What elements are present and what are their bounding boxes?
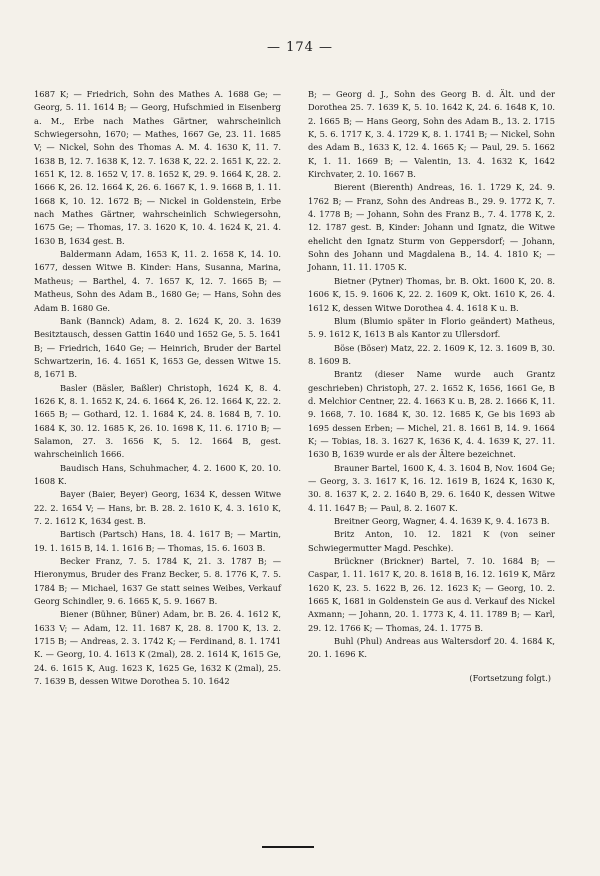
entry-paragraph: 1687 K; — Friedrich, Sohn des Mathes A. 1688 Ge; — Georg, 5. 11. 1614 B; — Georg, Hufschmied in Eisenberg a. M., Erbe nach Mathes Gärtner, wahrscheinlich Schwiegersohn, 1670; — Mathes, 1667 Ge, 23. 11. 1685 V; — Nickel, Sohn des Thomas A. M. 4. 1630 K, 11. 7. 1638 B, 12. 7. 1638 K, 12. 7. 1638 K, 22. 2. 1651 K, 22. 2. 1651 K, 12. 8. 1652 V, 17. 8. 1652 K, 29. 9. 1664 K, 28. 2. 1666 K, 26. 12. 1664 K, 26. 6. 1667 K, 1. 9. 1668 B, 1. 11. 1668 K, 10. 12. 1672 B; — Nickel in Goldenstein, Erbe nach Mathes Gärtner, wahrscheinlich Schwiegersohn, 1675 Ge; — Thomas, 17. 3. 1620 K, 10. 4. 1624 K, 21. 4. 1630 B, 1634 gest. B. [34,89,281,246]
entry-paragraph: Baudisch Hans, Schuhmacher, 4. 2. 1600 K, 20. 10. 1608 K. [34,462,281,486]
footer-rule [262,846,314,848]
left-column [34,88,281,688]
entry-paragraph: Breitner Georg, Wagner, 4. 4. 1639 K, 9. 4. 1673 B. [334,516,550,526]
entry-paragraph: Brantz (dieser Name wurde auch Grantz geschrieben) Christoph, 27. 2. 1652 K, 1656, 1661 Ge, B d. Melchior Centner, 22. 4. 1663 K u. B, 28. 2. 1666 K, 11. 9. 1668, 7. 10. 1684 K, 30. 12. 1685 K, Ge bis 1693 ab 1695 dessen Erben; — Michel, 21. 8. 1661 B, 14. 9. 1664 K; — Tobias, 18. 3. 1627 K, 1636 K, 4. 4. 1639 K, 27. 11. 1630 B, 1639 wurde er als der Ältere bezeichnet. [308,369,555,460]
entry-paragraph: Brauner Bartel, 1600 K, 4. 3. 1604 B, Nov. 1604 Ge; — Georg, 3. 3. 1617 K, 16. 12. 1619 B, 1624 K, 1630 K, 30. 8. 1637 K, 2. 2. 1640 B, 29. 6. 1640 K, dessen Witwe 4. 11. 1647 B; — Paul, 8. 2. 1607 K. [308,462,555,513]
right-column [308,88,555,685]
entry-paragraph: Biener (Bühner, Büner) Adam, br. B. 26. 4. 1612 K, 1633 V; — Adam, 12. 11. 1687 K, 28. 8. 1700 K, 13. 2. 1715 B; — Andreas, 2. 3. 1742 K; — Ferdinand, 8. 1. 1741 K. — Georg, 10. 4. 1613 K (2mal), 28. 2. 1614 K, 1615 Ge, 24. 6. 1615 K, Aug. 1623 K, 1625 Ge, 1632 K (2mal), 25. 7. 1639 B, dessen Witwe Dorothea 5. 10. 1642 [34,609,281,687]
entry-paragraph: Brückner (Brickner) Bartel, 7. 10. 1684 B; — Caspar, 1. 11. 1617 K, 20. 8. 1618 B, 16. 12. 1619 K, März 1620 K, 23. 5. 1622 B, 26. 12. 1623 K; — Georg, 10. 2. 1665 K, 1681 in Goldenstein Ge aus d. Verkauf des Nickel Axmann; — Johann, 20. 1. 1773 K, 4. 11. 1789 B; — Karl, 29. 12. 1766 K; — Thomas, 24. 1. 1775 B. [308,556,555,633]
entry-paragraph: Becker Franz, 7. 5. 1784 K, 21. 3. 1787 B; — Hieronymus, Bruder des Franz Becker, 5. 8. 1776 K, 7. 5. 1784 B; — Michael, 1637 Ge statt seines Weibes, Verkauf Georg Schindler, 9. 6. 1665 K, 5. 9. 1667 B. [34,556,281,607]
entry-paragraph: B; — Georg d. J., Sohn des Georg B. d. Ält. und der Dorothea 25. 7. 1639 K, 5. 10. 1642 K, 24. 6. 1648 K, 10. 2. 1665 B; — Hans Georg, Sohn des Adam B., 13. 2. 1715 K, 5. 6. 1717 K, 3. 4. 1729 K, 8. 1. 1741 B; — Nickel, Sohn des Adam B., 1633 K, 12. 4. 1665 K; — Paul, 29. 5. 1662 K, 1. 11. 1669 B; — Valentin, 13. 4. 1632 K, 1642 Kirchvater, 2. 10. 1667 B. [308,89,555,180]
entry-paragraph: Bietner (Pytner) Thomas, br. B. Okt. 1600 K, 20. 8. 1606 K, 15. 9. 1606 K, 22. 2. 1609 K, Okt. 1610 K, 26. 4. 1612 K, dessen Witwe Dorothea 4. 4. 1618 K u. B. [308,275,555,313]
entry-paragraph: Bartisch (Partsch) Hans, 18. 4. 1617 B; — Martin, 19. 1. 1615 B, 14. 1. 1616 B; — Thomas, 15. 6. 1603 B. [34,529,281,553]
continuation-note: (Fortsetzung folgt.) [469,672,551,683]
entry-paragraph: Buhl (Phul) Andreas aus Waltersdorf 20. 4. 1684 K, 20. 1. 1696 K. [308,636,555,660]
entry-paragraph: Britz Anton, 10. 12. 1821 K (von seiner Schwiegermutter Magd. Peschke). [308,529,555,553]
entry-paragraph: Böse (Böser) Matz, 22. 2. 1609 K, 12. 3. 1609 B, 30. 8. 1609 B. [308,342,555,366]
entry-paragraph: Bank (Bannck) Adam, 8. 2. 1624 K, 20. 3. 1639 Besitztausch, dessen Gattin 1640 und 1652 Ge, 5. 5. 1641 B; — Friedrich, 1640 Ge; — Heinrich, Bruder der Bartel Schwartzerin, 16. 4. 1651 K, 1653 Ge, dessen Witwe 15. 8, 1671 B. [34,315,281,380]
entry-paragraph: Bierent (Bierenth) Andreas, 16. 1. 1729 K, 24. 9. 1762 B; — Franz, Sohn des Andreas B., 29. 9. 1772 K, 7. 4. 1778 B; — Johann, Sohn des Franz B., 7. 4. 1778 K, 2. 12. 1787 gest. B, Kinder: Johann und Ignatz, die Witwe ehelicht den Ignatz Sturm von Geppersdorf; — Johann, Sohn des Johann und Magdalena B., 14. 4. 1810 K; — Johann, 11. 11. 1705 K. [308,182,555,273]
entry-paragraph: Basler (Bäsler, Baßler) Christoph, 1624 K, 8. 4. 1626 K, 8. 1. 1652 K, 24. 6. 1664 K, 26. 12. 1664 K, 22. 2. 1665 B; — Gothard, 12. 1. 1684 K, 24. 8. 1684 B, 7. 10. 1684 K, 30. 12. 1685 K, 26. 10. 1698 K, 11. 6. 1710 B; — Salamon, 27. 3. 1656 K, 5. 12. 1664 B, gest. wahrscheinlich 1666. [34,382,281,460]
entry-paragraph: Baldermann Adam, 1653 K, 11. 2. 1658 K, 14. 10. 1677, dessen Witwe B. Kinder: Hans, Susanna, Marina, Matheus; — Barthel, 4. 7. 1657 K, 12. 7. 1665 B; — Matheus, Sohn des Adam B., 1680 Ge; — Hans, Sohn des Adam B. 1680 Ge. [34,249,281,313]
entry-paragraph: Bayer (Baier, Beyer) Georg, 1634 K, dessen Witwe 22. 2. 1654 V; — Hans, br. B. 28. 2. 1610 K, 4. 3. 1610 K, 7. 2. 1612 K, 1634 gest. B. [34,489,281,526]
page-number: — 174 — [266,40,334,55]
entry-paragraph: Blum (Blumio später in Florio geändert) Matheus, 5. 9. 1612 K, 1613 B als Kantor zu Ullersdorf. [308,315,555,340]
